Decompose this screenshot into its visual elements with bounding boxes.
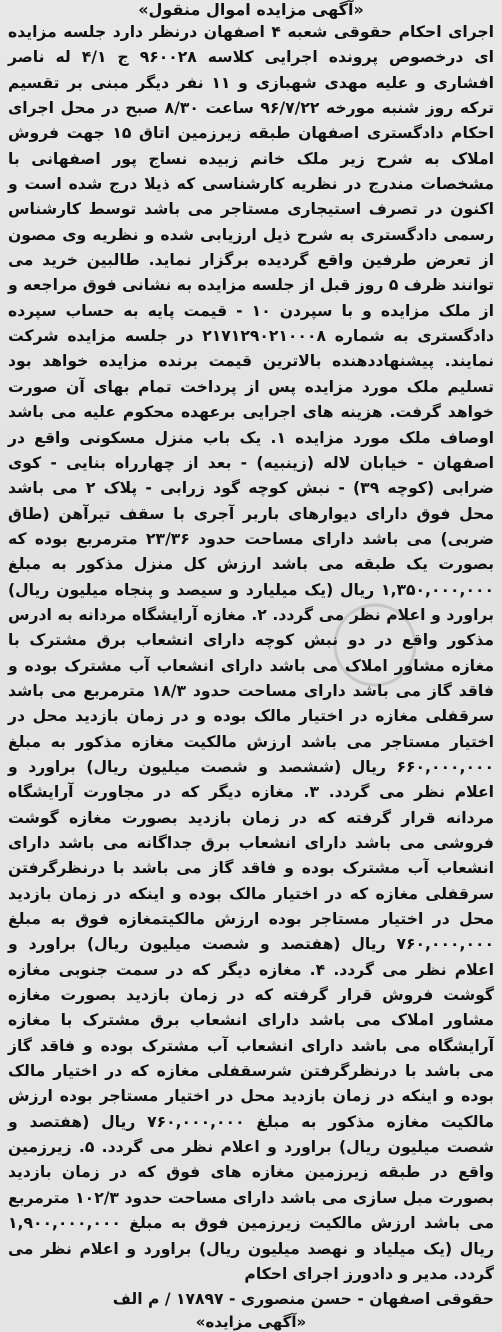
ad-footer-title: «آگهی مزایده» — [195, 1313, 307, 1332]
ad-body-text: اجرای احکام حقوقی شعبه ۴ اصفهان درنظر دارد جلسه مزایده ای درخصوص پرونده اجرایی کلاسه ۹۶۰۰۲۸ ج ۴/۱ له ناصر افشاری و علیه مهدی شهبازی و ۱۱ نفر دیگر مبنی بر تقسیم ترکه روز شنبه مورخه ۹۶/۷/۲۲ ساعت ۸/۳۰ صبح در محل اجرای احکام دادگستری اصفهان طبقه زیرزمین اتاق ۱۵ جهت فروش املاک به شرح زیر ملک خانم زبیده نساج پور اصفهانی با مشخصات مندرج در نظریه کارشناسی که ذیلا درج شده است و اکنون در تصرف استیجاری مستاجر می باشد توسط کارشناس رسمی دادگستری به شرح ذیل ارزیابی شده و نظریه وی مصون از تعرض طرفین واقع گردیده برگزار نماید. طالبین خرید می توانند ظرف ۵ روز قبل از جلسه مزایده به نشانی فوق مراجعه و از ملک مزایده و با سپردن ۱۰ - قیمت پایه به حساب سپرده دادگستری به شماره ۲۱۷۱۲۹۰۲۱۰۰۰۸ در جلسه مزایده شرکت نمایند. پیشنهاددهنده بالاترین قیمت برنده مزایده خواهد بود تسلیم ملک مورد مزایده پس از پرداخت تمام بهای آن صورت خواهد گرفت. هزینه های اجرایی برعهده محکوم علیه می باشد اوصاف ملک مورد مزایده ۱. یک باب منزل مسکونی واقع در اصفهان - خیابان لاله (زینبیه) - بعد از چهارراه بنایی - کوی ضرابی (کوچه ۳۹) - نبش کوچه گود زرابی - پلاک ۲ می باشد محل فوق دارای دیوارهای باربر آجری با سقف تیرآهن (طاق ضربی) می باشد دارای مساحت حدود ۲۳/۳۶ مترمربع بوده که بصورت یک طبقه می باشد ارزش کل منزل مذکور به مبلغ ۱,۳۵۰,۰۰۰,۰۰۰ ریال (یک میلیارد و سیصد و پنجاه میلیون ریال) براورد و اعلام نظر می گردد. ۲. مغازه آرایشگاه مردانه به ادرس مذکور واقع در دو نبش کوچه دارای انشعاب برق مشترک با مغازه مشاور املاک می باشد دارای انشعاب آب مشترک بوده و فاقد گاز می باشد دارای مساحت حدود ۱۸/۳ مترمربع می باشد سرقفلی مغازه در اختیار مالک بوده و در زمان بازدید محل در اختیار مستاجر می باشد ارزش مالکیت مغازه مذکور به مبلغ ۶۶۰,۰۰۰,۰۰۰ ریال (ششصد و شصت میلیون ریال) براورد و اعلام نظر می گردد. ۳. مغازه دیگر که در مجاورت آرایشگاه مردانه قرار گرفته که در زمان بازدید بصورت مغازه گوشت فروشی می باشد دارای انشعاب برق جداگانه می باشد دارای انشعاب آب مشترک بوده و فاقد گاز می باشد با درنظرگرفتن سرقفلی مغازه که در اختیار مالک بوده و اینکه در زمان بازدید محل در اختیار مستاجر بوده ارزش مالکیتمغازه فوق به مبلغ ۷۶۰,۰۰۰,۰۰۰ ریال (هفتصد و شصت میلیون ریال) براورد و اعلام نظر می گردد. ۴. مغازه دیگر که در سمت جنوبی مغازه گوشت فروش قرار گرفته که در زمان بازدید بصورت مغازه مشاور املاک می باشد دارای انشعاب برق مشترک با مغازه آرایشگاه می باشد دارای انشعاب آب مشترک بوده و فاقد گاز می باشد با درنظرگرفتن شرسقفلی مغازه که در اختیار مالک بوده و اینکه در زمان بازدید محل در اختیار مستاجر بوده ارزش مالکیت مغازه مذکور به مبلغ ۷۶۰,۰۰۰,۰۰۰ ریال (هفتصد و شصت میلیون ریال) براورد و اعلام نظر می گردد. ۵. زیرزمین واقع در طبقه زیرزمین مغازه های فوق که در زمان بازدید بصورت مبل سازی می باشد دارای مساحت حدود ۱۰۲/۳ مترمربع می باشد ارزش مالکیت زیرزمین فوق به مبلغ ۱,۹۰۰,۰۰۰,۰۰۰ ریال (یک میلیاد و نهصد میلیون ریال) براورد و اعلام نظر می گردد. مدیر و دادورز اجرای احکام — [8, 23, 495, 1283]
ad-signature: حقوقی اصفهان - حسن منصوری - ۱۷۸۹۷ / م الف — [112, 1290, 494, 1309]
ad-title: «آگهی مزایده اموال منقول» — [138, 0, 364, 19]
